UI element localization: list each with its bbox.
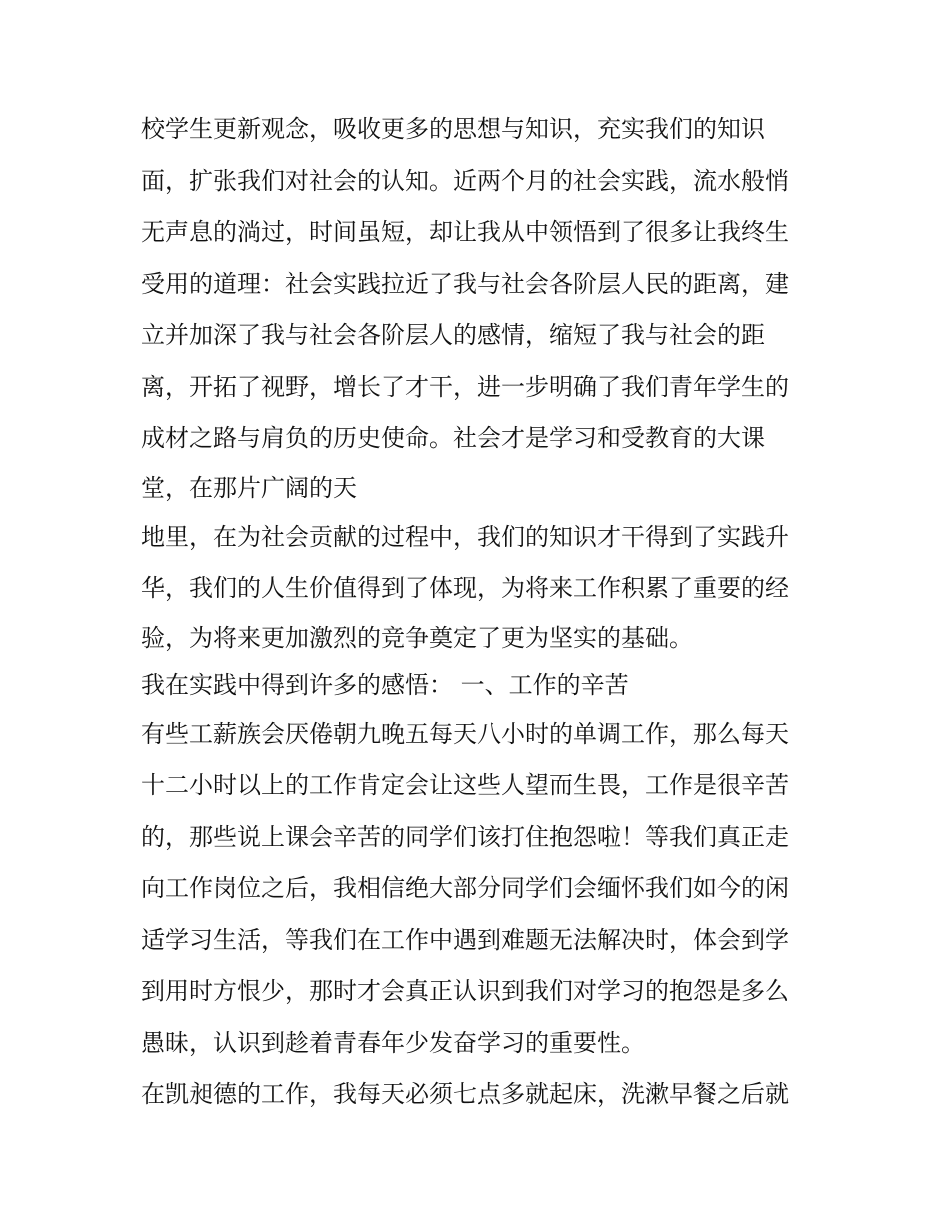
text-line: 有些工薪族会厌倦朝九晚五每天八小时的单调工作，那么每天 — [141, 719, 789, 748]
section-heading-line: 我在实践中得到许多的感悟： 一、工作的辛苦 — [141, 670, 629, 699]
text-line: 堂，在那片广阔的天 — [141, 473, 357, 502]
text-line: 愚昧，认识到趁着青春年少发奋学习的重要性。 — [141, 1028, 645, 1057]
text-line: 立并加深了我与社会各阶层人的感情，缩短了我与社会的距 — [141, 321, 765, 349]
text-line: 华，我们的人生价值得到了体现，为将来工作积累了重要的经 — [141, 574, 789, 602]
text-line: 校学生更新观念，吸收更多的思想与知识，充实我们的知识 — [141, 115, 765, 143]
body-text — [141, 104, 821, 1121]
text-line: 受用的道理：社会实践拉近了我与社会各阶层人民的距离，建 — [141, 269, 789, 298]
text-line: 地里，在为社会贡献的过程中，我们的知识才干得到了实践升 — [141, 522, 789, 551]
text-line: 适学习生活，等我们在工作中遇到难题无法解决时，体会到学 — [141, 925, 789, 954]
text-line: 的，那些说上课会辛苦的同学们该打住抱怨啦！等我们真正走 — [141, 822, 789, 851]
text-line: 无声息的淌过，时间虽短，却让我从中领悟到了很多让我终生 — [141, 218, 789, 246]
text-line: 面，扩张我们对社会的认知。近两个月的社会实践，流水般悄 — [141, 166, 789, 195]
text-line: 十二小时以上的工作肯定会让这些人望而生畏，工作是很辛苦 — [141, 771, 789, 799]
text-line: 向工作岗位之后，我相信绝大部分同学们会缅怀我们如今的闲 — [141, 874, 789, 902]
text-line: 到用时方恨少，那时才会真正认识到我们对学习的抱怨是多么 — [141, 977, 789, 1005]
text-line: 离，开拓了视野，增长了才干，进一步明确了我们青年学生的 — [141, 372, 789, 401]
text-line: 成材之路与肩负的历史使命。社会才是学习和受教育的大课 — [141, 424, 765, 452]
text-line: 在凯昶德的工作，我每天必须七点多就起床，洗漱早餐之后就 — [141, 1080, 789, 1108]
text-line: 验，为将来更加激烈的竞争奠定了更为坚实的基础。 — [141, 623, 693, 652]
